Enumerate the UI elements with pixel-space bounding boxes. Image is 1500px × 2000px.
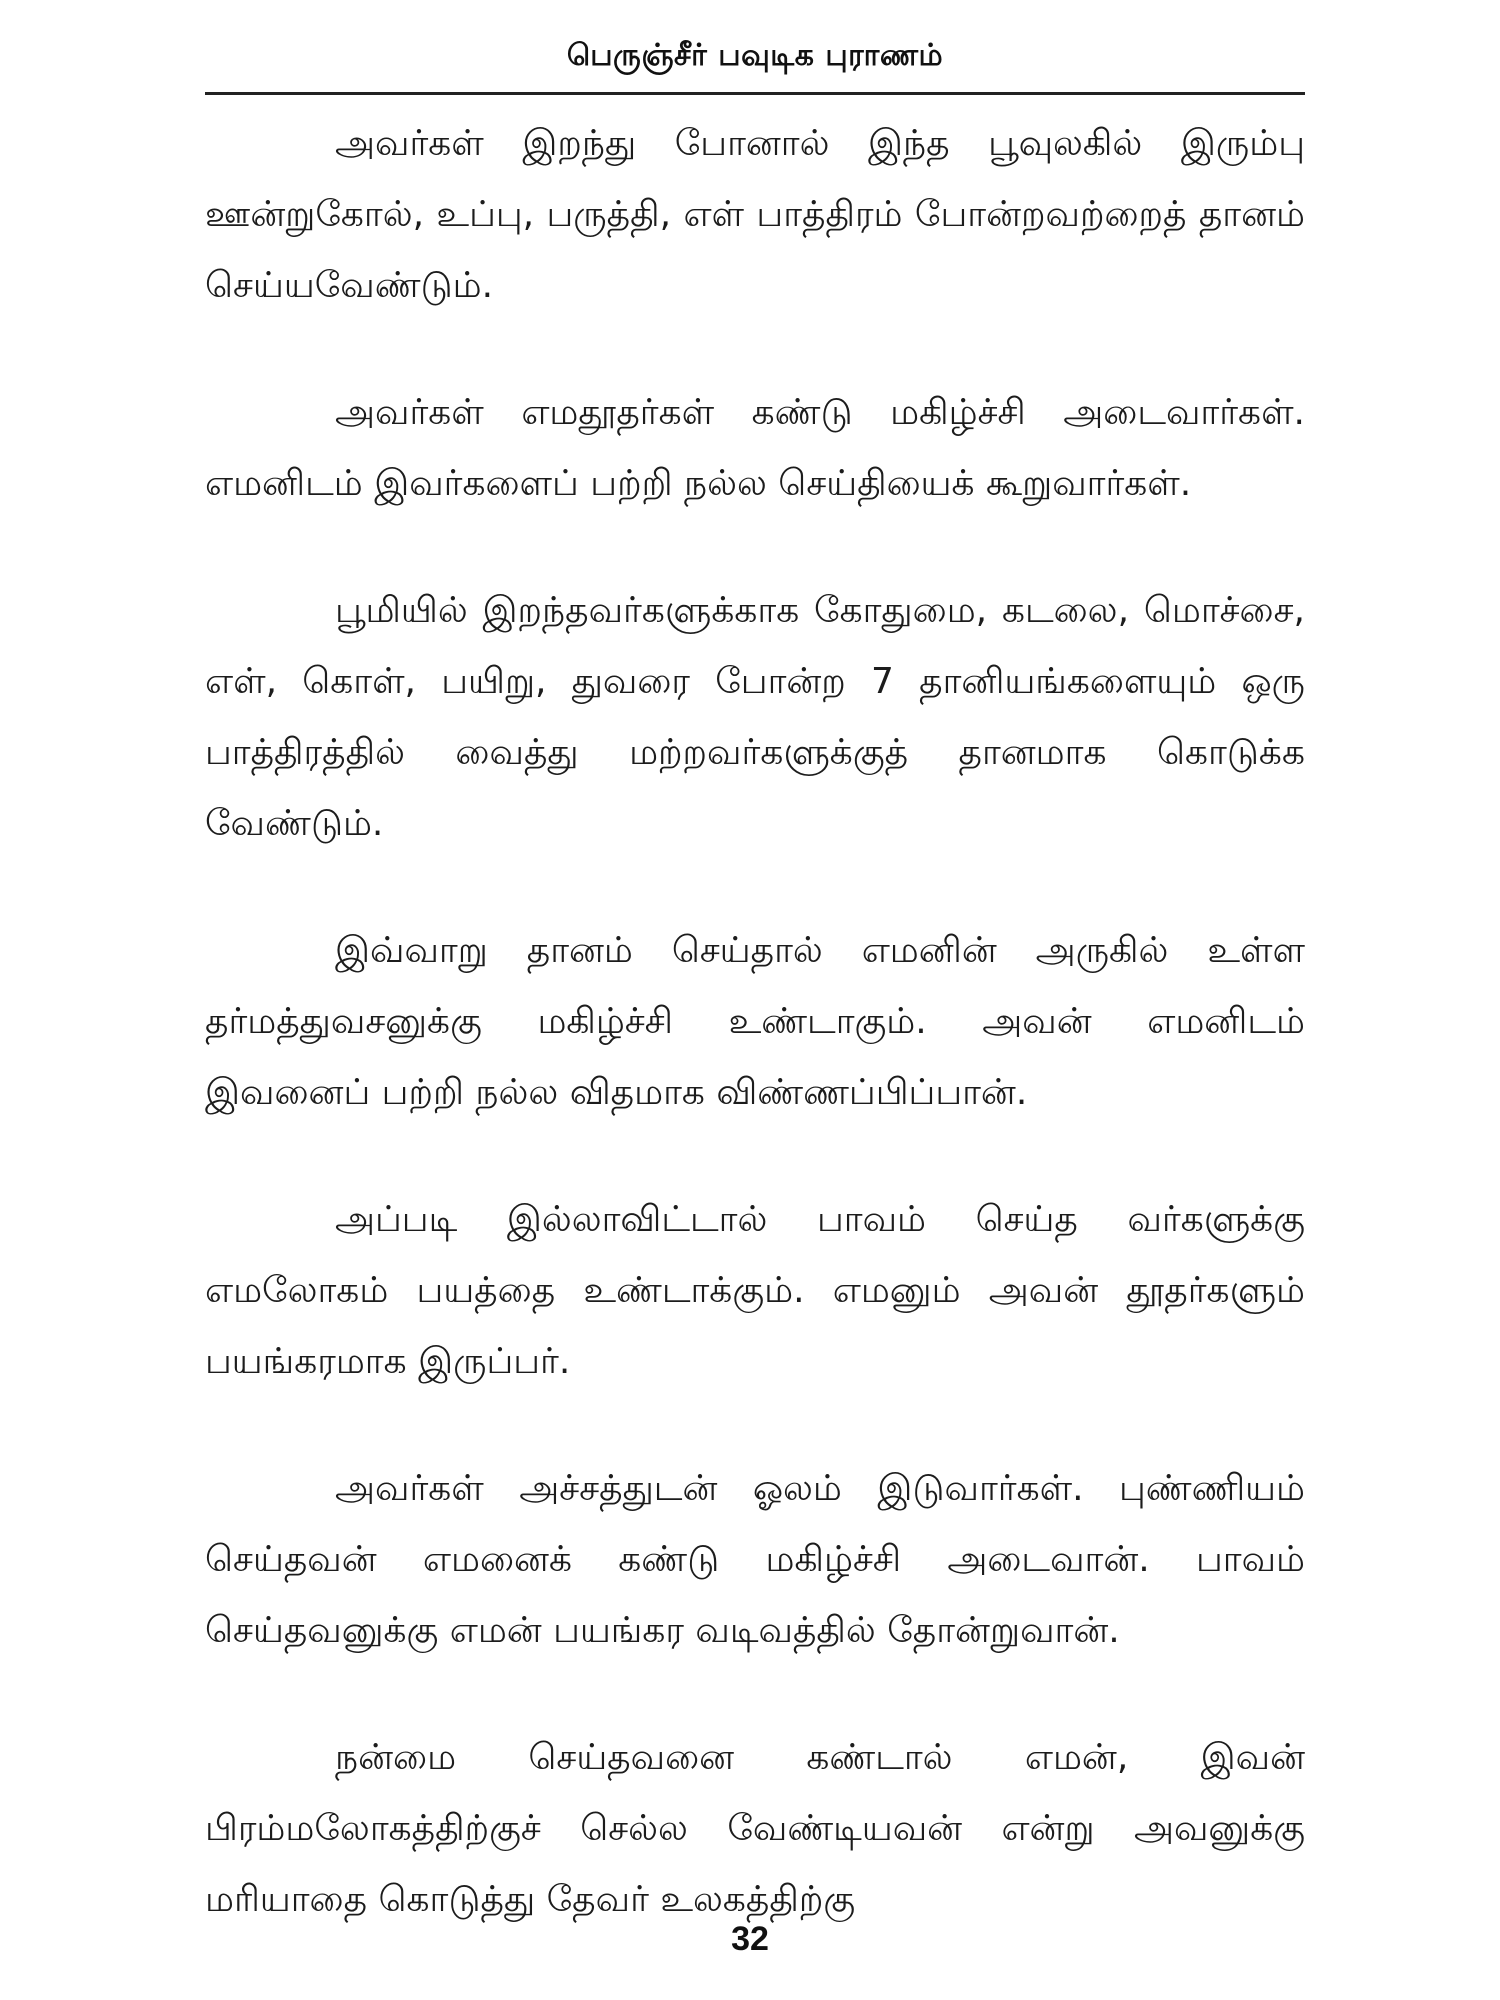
paragraph: அவர்கள் இறந்து போனால் இந்த பூவுலகில் இரும்பு ஊன்றுகோல், உப்பு, பருத்தி, எள் பாத்திரம் போன்றவற்றைத் தானம் செய்யவேண்டும். <box>205 123 1305 306</box>
running-header-title: பெருஞ்சீர் பவுடிக புராணம் <box>566 38 944 73</box>
page-number: 32 <box>731 1920 769 1958</box>
header-divider <box>205 92 1305 95</box>
paragraph: இவ்வாறு தானம் செய்தால் எமனின் அருகில் உள்ள தர்மத்துவசனுக்கு மகிழ்ச்சி உண்டாகும். அவன் எமனிடம் இவனைப் பற்றி நல்ல விதமாக விண்ணப்பிப்பான். <box>205 930 1305 1113</box>
body-text <box>205 108 1305 1991</box>
paragraph: நன்மை செய்தவனை கண்டால் எமன், இவன் பிரம்மலோகத்திற்குச் செல்ல வேண்டியவன் என்று அவனுக்கு மரியாதை கொடுத்து தேவர் உலகத்திற்கு <box>205 1737 1305 1920</box>
paragraph: பூமியில் இறந்தவர்களுக்காக கோதுமை, கடலை, மொச்சை, எள், கொள், பயிறு, துவரை போன்ற 7 தானியங்களையும் ஒரு பாத்திரத்தில் வைத்து மற்றவர்களுக்குத் தானமாக கொடுக்க வேண்டும். <box>205 590 1305 844</box>
paragraph: அவர்கள் அச்சத்துடன் ஓலம் இடுவார்கள். புண்ணியம் செய்தவன் எமனைக் கண்டு மகிழ்ச்சி அடைவான். பாவம் செய்தவனுக்கு எமன் பயங்கர வடிவத்தில் தோன்றுவான். <box>205 1468 1305 1651</box>
paragraph: அவர்கள் எமதூதர்கள் கண்டு மகிழ்ச்சி அடைவார்கள். எமனிடம் இவர்களைப் பற்றி நல்ல செய்தியைக் கூறுவார்கள். <box>205 392 1305 504</box>
paragraph: அப்படி இல்லாவிட்டால் பாவம் செய்த வர்களுக்கு எமலோகம் பயத்தை உண்டாக்கும். எமனும் அவன் தூதர்களும் பயங்கரமாக இருப்பர். <box>205 1199 1305 1382</box>
